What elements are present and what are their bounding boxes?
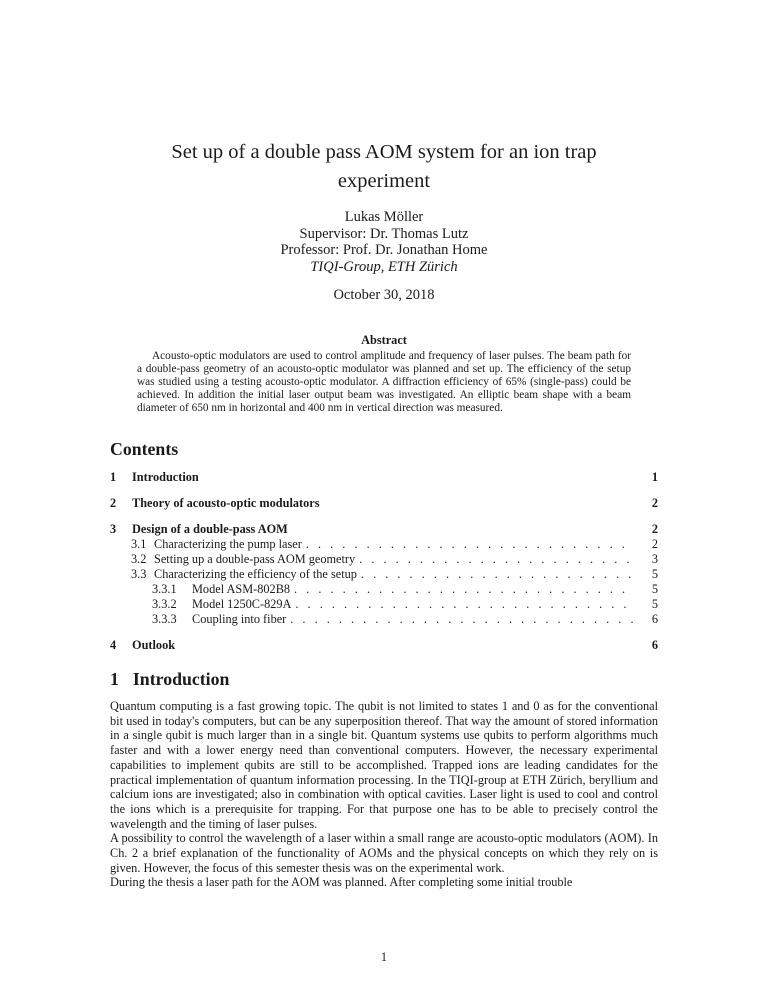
- toc-entry-coupling-fiber: [110, 612, 658, 627]
- toc-entry-introduction: [110, 470, 658, 485]
- toc-entry-theory: [110, 496, 658, 511]
- supervisor-line: Supervisor: Dr. Thomas Lutz: [299, 225, 469, 242]
- paper-title: Set up of a double pass AOM system for an ion trap experiment: [171, 141, 597, 192]
- section-body: [110, 699, 658, 890]
- toc-dot-leader: [290, 612, 634, 627]
- professor-line: Professor: Prof. Dr. Jonathan Home: [280, 242, 488, 258]
- toc-entry-page: 6: [651, 612, 658, 626]
- paragraph: Quantum computing is a fast growing topic. The qubit is not limited to states 1 and 0 as for the conventional bit used in today's computers, but can be any superposition thereof. That way the amount of stored information in a single qubit is much larger than in a single bit. Quantum systems use qubits to perform algorithms much faster and with a lower energy need than conventional computers. However, the necessary experimental capabilities to implement qubits are still to be accomplished. Trapped ions are leading candidates for the practical implementation of quantum information processing. In the TIQI-group at ETH Zürich, beryllium and calcium ions are investigated; also in combination with optical cavities. Laser light is used to cool and control the ions which is a prerequisite for trapping. For that purpose one has to be able to precisely control the wavelength and the timing of laser pulses.: [110, 699, 658, 831]
- abstract-section: [110, 333, 658, 415]
- toc-dot-leader: [306, 537, 634, 552]
- toc-entry-number: 3.3: [131, 567, 147, 581]
- toc-entry-efficiency: [110, 567, 658, 582]
- toc-entry-page: 2: [651, 537, 658, 551]
- toc-entry-pump-laser: [110, 537, 658, 552]
- toc-entry-page: 3: [651, 552, 658, 566]
- abstract-heading: Abstract: [361, 333, 407, 347]
- toc-entry-outlook: [110, 638, 658, 653]
- toc-dot-leader: [294, 582, 634, 597]
- toc-entry-number: 3.1: [131, 537, 147, 551]
- section-title: Introduction: [132, 669, 230, 689]
- toc-entry-page: 2: [651, 496, 658, 510]
- abstract-text: Acousto-optic modulators are used to control amplitude and frequency of laser pulses. The beam path for a double-pass geometry of an acousto-optic modulator was planned and set up. The efficiency of the setup was studied using a testing acousto-optic modulator. A diffraction efficiency of 65% (single-pass) could be achieved. In addition the initial laser output beam was investigated. An elliptic beam shape with a beam diameter of 650 nm in horizontal and 400 nm in vertical direction was measured.: [137, 350, 631, 414]
- toc-entry-number: 4: [110, 638, 117, 652]
- toc-entry-number: 3.2: [131, 552, 147, 566]
- toc-entry-title: Characterizing the efficiency of the setup: [154, 567, 357, 581]
- toc-entry-design: [110, 522, 658, 537]
- toc-dot-leader: [361, 567, 634, 582]
- toc-entry-title: Introduction: [132, 470, 199, 484]
- toc-entry-number: 2: [110, 496, 117, 510]
- toc-entry-model-asm: [110, 582, 658, 597]
- toc-entry-title: Characterizing the pump laser: [154, 537, 302, 551]
- toc-entry-title: Outlook: [132, 638, 176, 652]
- paragraph: A possibility to control the wavelength of a laser within a small range are acousto-optic modulators (AOM). In Ch. 2 a brief explanation of the functionality of AOMs and the physical concepts on which they rely on is given. However, the focus of this semester thesis was on the experimental work.: [110, 831, 658, 875]
- section-number: 1: [110, 669, 119, 689]
- toc-entry-title: Setting up a double-pass AOM geometry: [154, 552, 356, 566]
- toc-entry-number: 3.3.2: [152, 597, 177, 611]
- toc-entry-page: 5: [651, 582, 658, 596]
- toc-entry-number: 3.3.3: [152, 612, 177, 626]
- author-name: Lukas Möller: [344, 209, 424, 225]
- toc-entry-title: Model ASM-802B8: [192, 582, 291, 596]
- toc-dot-leader: [295, 597, 634, 612]
- toc-entry-page: 1: [651, 470, 658, 484]
- group-line: TIQI-Group, ETH Zürich: [310, 258, 458, 275]
- toc-entry-title: Design of a double-pass AOM: [132, 522, 288, 536]
- table-of-contents: [110, 470, 658, 653]
- section-heading-introduction: [110, 669, 658, 689]
- toc-entry-page: 5: [651, 567, 658, 581]
- toc-entry-number: 3.3.1: [152, 582, 177, 596]
- toc-entry-page: 6: [651, 638, 658, 652]
- toc-entry-page: 2: [651, 522, 658, 536]
- toc-entry-title: Coupling into fiber: [192, 612, 287, 626]
- author-block: [110, 209, 658, 275]
- toc-entry-number: 3: [110, 522, 117, 536]
- document-date: October 30, 2018: [333, 287, 435, 303]
- toc-entry-geometry: [110, 552, 658, 567]
- paragraph: During the thesis a laser path for the AOM was planned. After completing some initial trouble: [110, 875, 573, 890]
- toc-entry-title: Theory of acousto-optic modulators: [132, 496, 320, 510]
- toc-entry-model-1250c: [110, 597, 658, 612]
- toc-entry-page: 5: [651, 597, 658, 611]
- contents-heading: Contents: [110, 439, 179, 459]
- toc-entry-title: Model 1250C-829A: [192, 597, 292, 611]
- page-number: 1: [380, 950, 388, 964]
- toc-entry-number: 1: [110, 470, 117, 484]
- toc-dot-leader: [359, 552, 634, 567]
